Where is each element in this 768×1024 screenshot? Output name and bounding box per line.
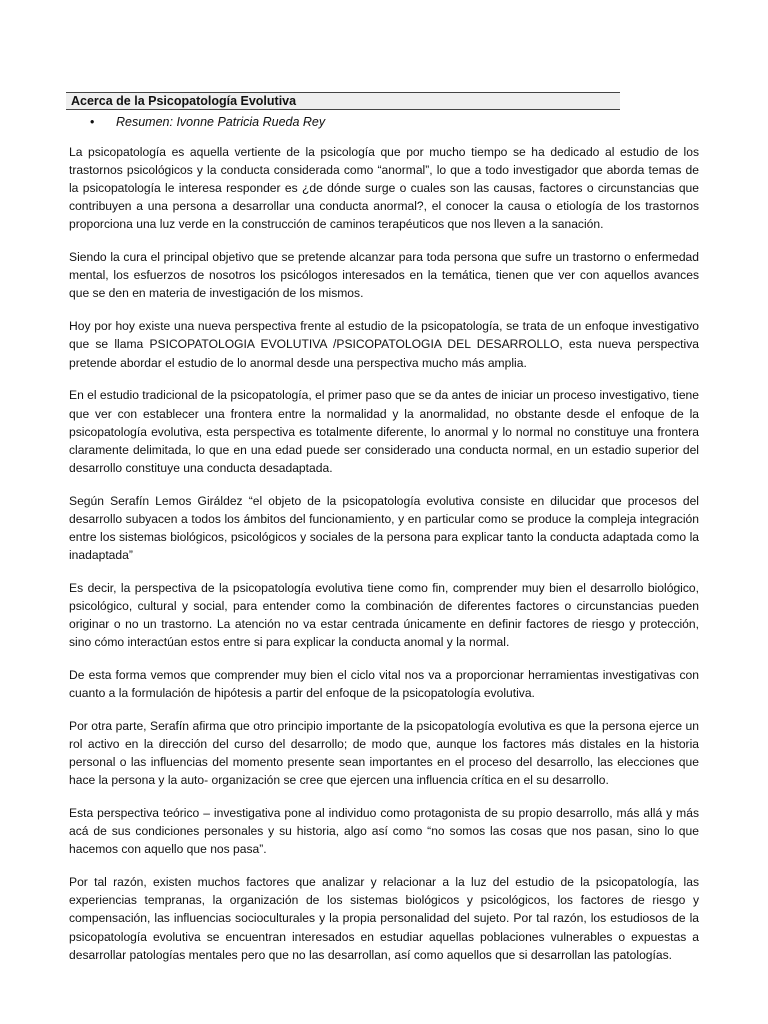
document-title: Acerca de la Psicopatología Evolutiva (71, 94, 297, 108)
summary-line (90, 114, 325, 130)
author-summary: Resumen: Ivonne Patricia Rueda Rey (116, 115, 326, 129)
paragraph: Por otra parte, Serafín afirma que otro principio importante de la psicopatología evolutiva es que la persona ejerce un rol activo en la dirección del curso del desarrollo; de modo que, aunque los factores más distales en la historia personal o las influencias del momento presente sean importantes en el proceso del desarrollo, las elecciones que hace la persona y la auto- organización se cree que ejercen una influencia crítica en el su desarrollo. (69, 719, 699, 788)
document-body (69, 143, 699, 979)
paragraph: Esta perspectiva teórico – investigativa pone al individuo como protagonista de su propio desarrollo, más allá y más acá de sus condiciones personales y su historia, algo así como “no somos las cosas que nos pasan, sino lo que hacemos con aquello que nos pasa”. (69, 806, 699, 857)
paragraph: La psicopatología es aquella vertiente de la psicología que por mucho tiempo se ha dedicado al estudio de los trastornos psicológicos y la conducta considerada como “anormal”, lo que a todo investigador que aborda temas de la psicopatología le interesa responder es ¿de dónde surge o cuales son las causas, factores o circunstancias que contribuyen a una persona a desarrollar una conducta anormal?, el conocer la causa o etiología de los trastornos proporciona una luz verde en la construcción de caminos terapéuticos que nos lleven a la sanación. (69, 145, 699, 232)
bullet-icon: • (90, 115, 95, 129)
paragraph: Es decir, la perspectiva de la psicopatología evolutiva tiene como fin, comprender muy bien el desarrollo biológico, psicológico, cultural y social, para entender como la combinación de diferentes factores o circunstancias pueden originar o no un trastorno. La atención no va estar centrada únicamente en definir factores de riesgo y protección, sino cómo interactúan estos entre si para explicar la conducta anomal y la normal. (69, 580, 699, 650)
paragraph: Según Serafín Lemos Giráldez “el objeto de la psicopatología evolutiva consiste en dilucidar que procesos del desarrollo subyacen a todos los ámbitos del funcionamiento, y en particular como se produce la compleja integración entre los sistemas biológicos, psicológicos y sociales de la persona para explicar tanto la conducta adaptada como la inadaptada” (69, 493, 699, 562)
title-bar (66, 92, 620, 110)
paragraph: De esta forma vemos que comprender muy bien el ciclo vital nos va a proporcionar herramientas investigativas con cuanto a la formulación de hipótesis a partir del enfoque de la psicopatología evolutiva. (69, 668, 699, 701)
paragraph: Por tal razón, existen muchos factores que analizar y relacionar a la luz del estudio de la psicopatología, las experiencias tempranas, la organización de los sistemas biológicos y psicológicos, los factores de riesgo y compensación, las influencias socioculturales y la propia personalidad del sujeto. Por tal razón, los estudiosos de la psicopatología evolutiva se encuentran interesados en estudiar aquellas poblaciones vulnerables o expuestas a desarrollar patologías mentales pero que no las desarrollan, así como aquellos que si desarrollan las patologías. (69, 875, 699, 962)
paragraph: Hoy por hoy existe una nueva perspectiva frente al estudio de la psicopatología, se trata de un enfoque investigativo que se llama PSICOPATOLOGIA EVOLUTIVA /PSICOPATOLOGIA DEL DESARROLLO, esta nueva perspectiva pretende abordar el estudio de lo anormal desde una perspectiva mucho más amplia. (69, 319, 699, 370)
paragraph: Siendo la cura el principal objetivo que se pretende alcanzar para toda persona que sufre un trastorno o enfermedad mental, los esfuerzos de nosotros los psicólogos interesados en la temática, tienen que ver con aquellos avances que se den en materia de investigación de los mismos. (69, 250, 699, 301)
paragraph: En el estudio tradicional de la psicopatología, el primer paso que se da antes de iniciar un proceso investigativo, tiene que ver con establecer una frontera entre la normalidad y la anormalidad, no obstante desde el enfoque de la psicopatología evolutiva, esta perspectiva es totalmente diferente, lo anormal y lo normal no constituye una frontera claramente delimitada, lo que en una edad puede ser considerado una conducta normal, en un estadio superior del desarrollo constituye una conducta desadaptada. (69, 388, 699, 475)
